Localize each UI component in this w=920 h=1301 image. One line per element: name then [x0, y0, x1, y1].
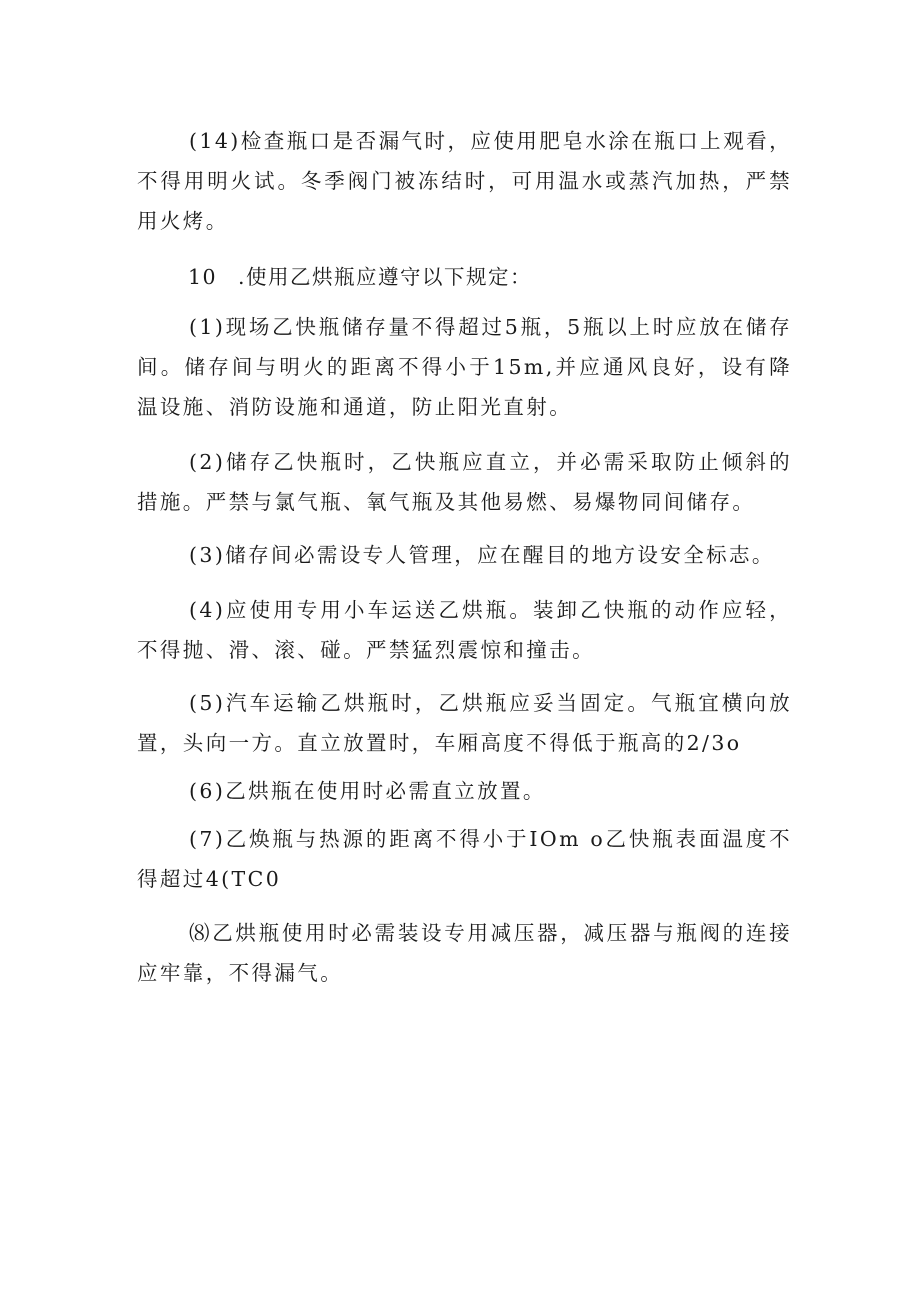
paragraph-item-7: (7)乙焕瓶与热源的距离不得小于IOm o乙快瓶表面温度不得超过4(TC0: [137, 827, 792, 891]
section-title: .使用乙烘瓶应遵守以下规定：: [238, 265, 533, 289]
paragraph-item-4: (4)应使用专用小车运送乙烘瓶。装卸乙快瓶的动作应轻，不得抛、滑、滚、碰。严禁猛烈震惊和撞击。: [137, 598, 792, 662]
paragraph-item-3: (3)储存间必需设专人管理，应在醒目的地方设安全标志。: [189, 543, 775, 567]
paragraph-item-6: (6)乙烘瓶在使用时必需直立放置。: [189, 779, 546, 803]
paragraph-item-14: (14)检查瓶口是否漏气时，应使用肥皂水涂在瓶口上观看，不得用明火试。冬季阀门被冻结时，可用温水或蒸汽加热，严禁用火烤。: [137, 129, 792, 233]
paragraph-item-8: ⑻乙烘瓶使用时必需装设专用减压器，减压器与瓶阀的连接应牢靠，不得漏气。: [137, 921, 792, 985]
paragraph-item-2: (2)储存乙快瓶时，乙快瓶应直立，并必需采取防止倾斜的措施。严禁与氯气瓶、氧气瓶及其他易燃、易爆物同间储存。: [137, 450, 792, 514]
paragraph-item-1: (1)现场乙快瓶储存量不得超过5瓶，5瓶以上时应放在储存间。储存间与明火的距离不得小于15m,并应通风良好，设有降温设施、消防设施和通道，防止阳光直射。: [137, 315, 792, 419]
section-number: 10: [188, 265, 218, 289]
paragraph-item-5: (5)汽车运输乙烘瓶时，乙烘瓶应妥当固定。气瓶宜横向放置，头向一方。直立放置时，车厢高度不得低于瓶高的2/3o: [137, 691, 792, 755]
section-heading-10: [188, 257, 532, 297]
